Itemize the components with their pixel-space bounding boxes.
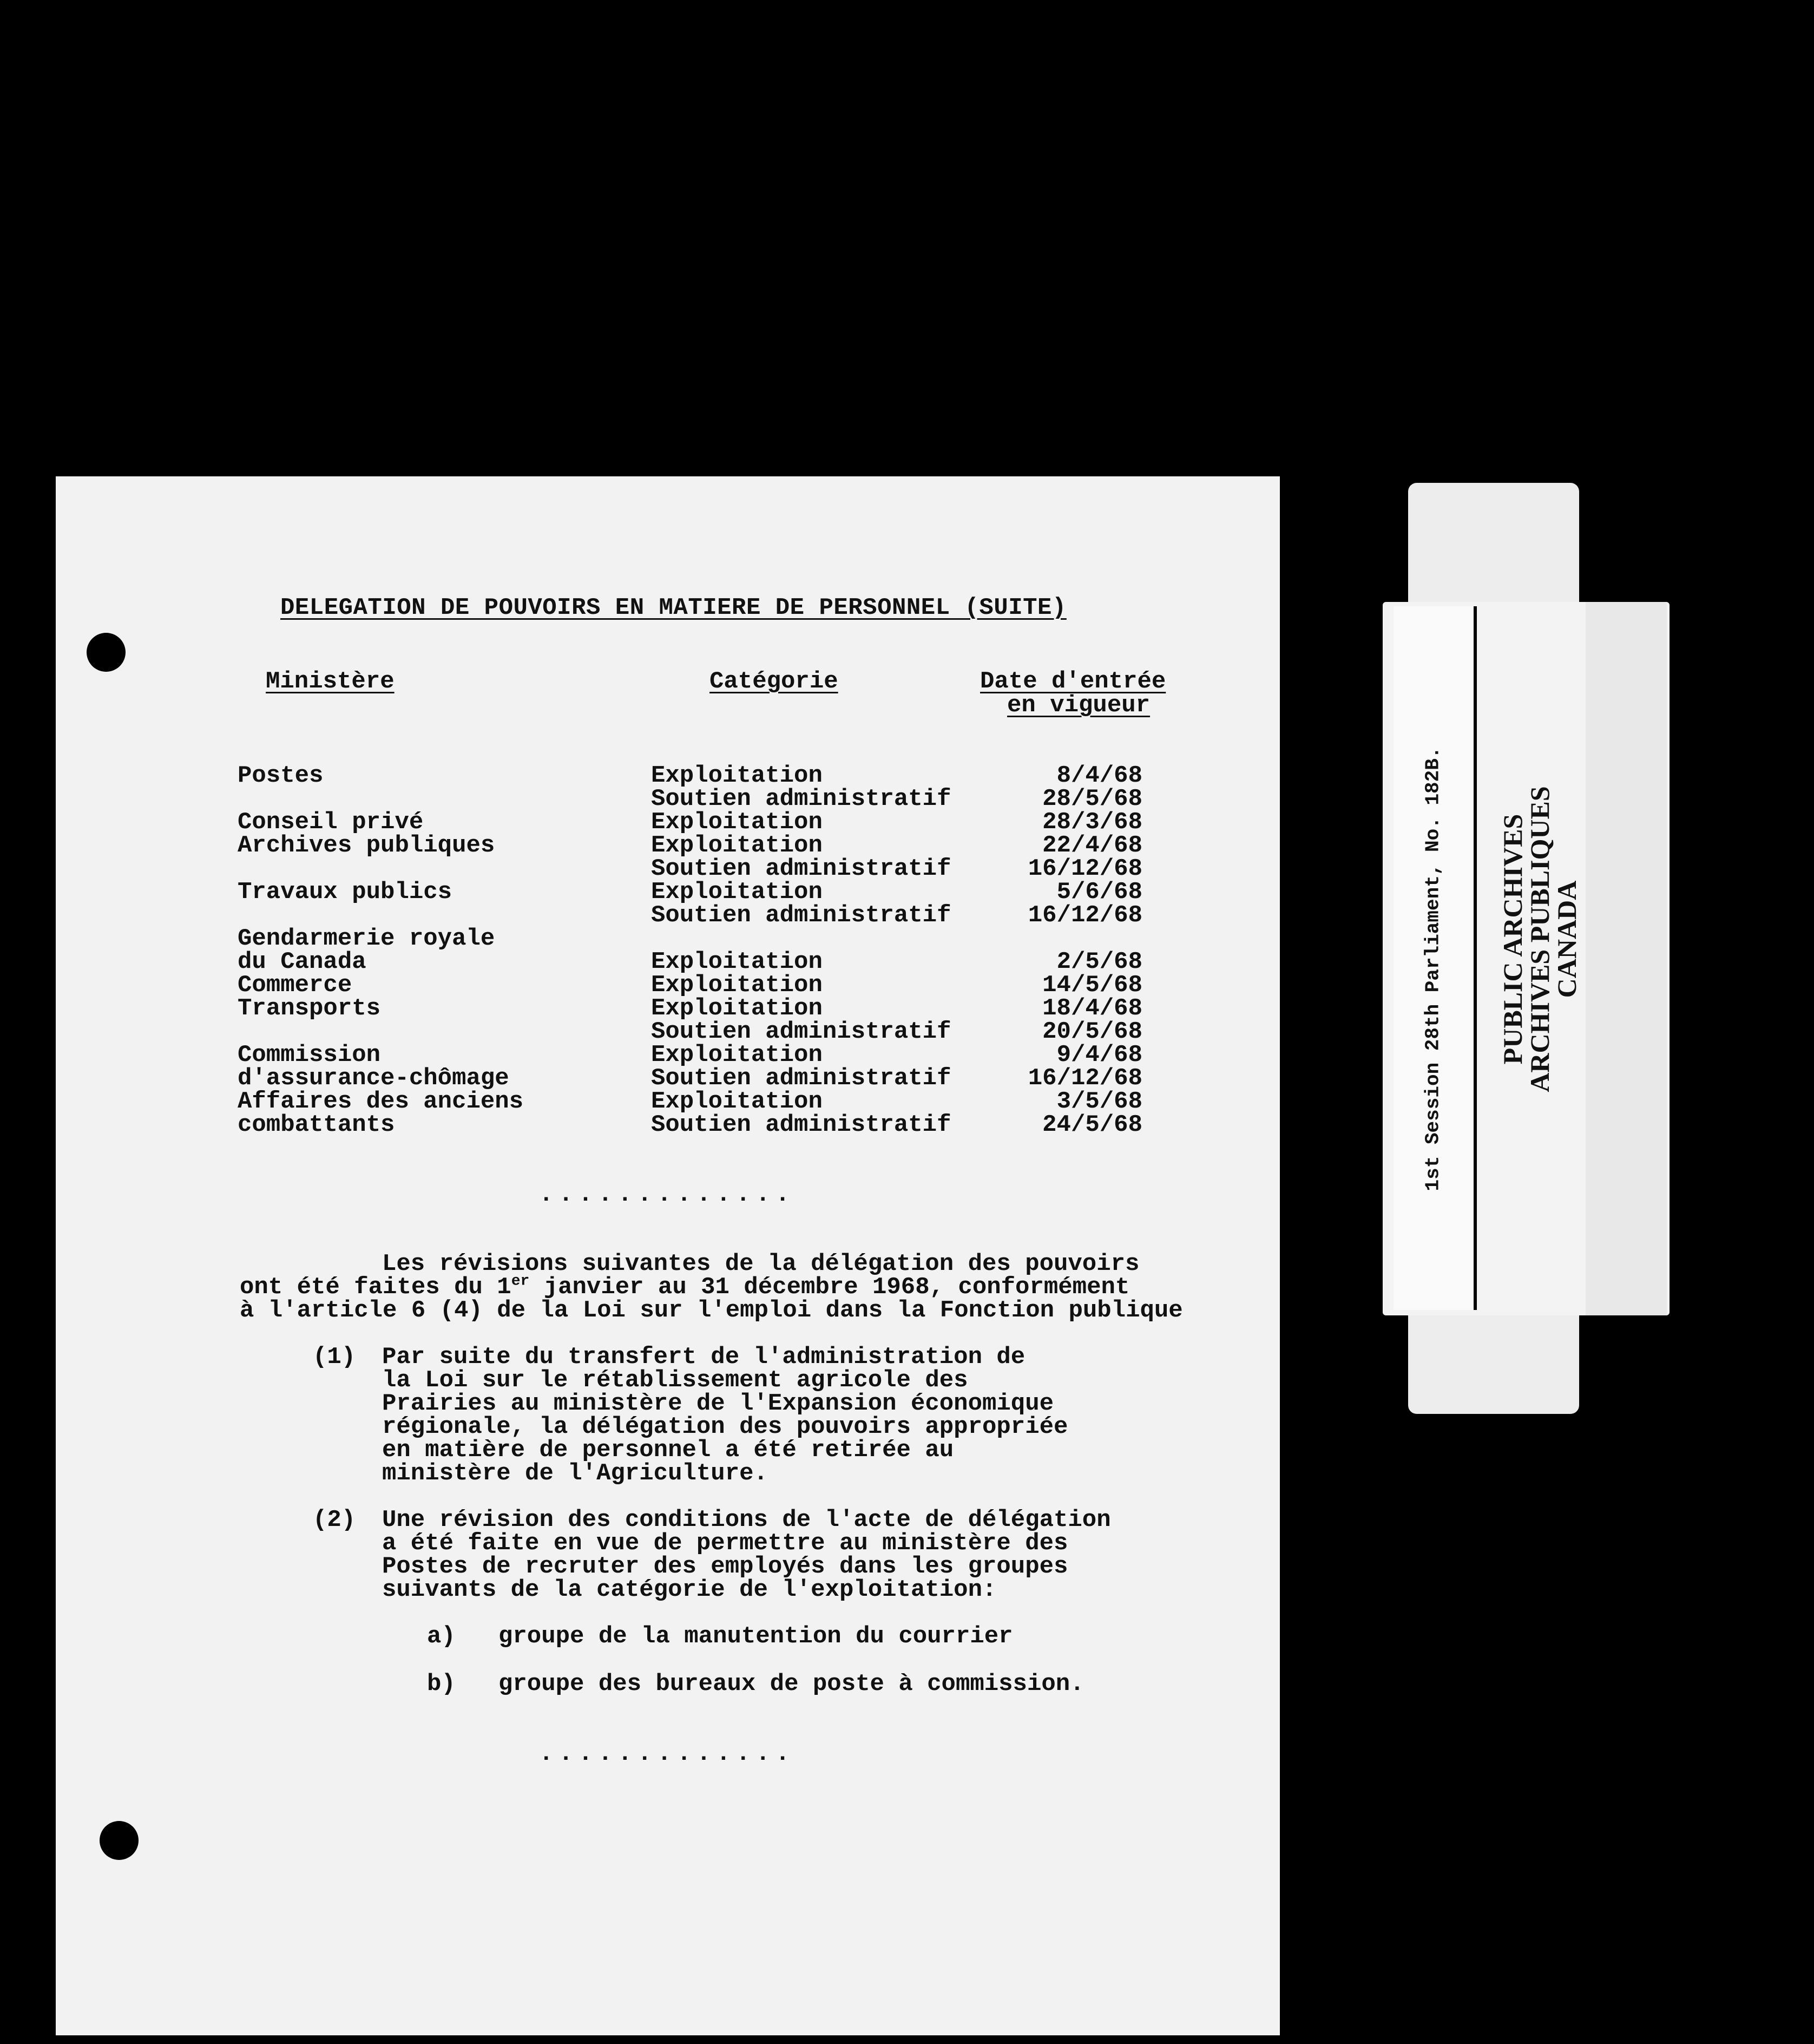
archive-label-edge <box>1586 602 1667 1315</box>
item-text-line: Par suite du transfert de l'administration de <box>382 1344 1026 1371</box>
item-text-line: a été faite en vue de permettre au ministère des <box>382 1530 1068 1557</box>
table-cell-categorie: Exploitation <box>651 832 823 859</box>
table-cell-categorie: Soutien administratif <box>651 1111 951 1138</box>
table-cell-ministere: du Canada <box>238 948 366 975</box>
document-title: DELEGATION DE POUVOIRS EN MATIERE DE PERSONNEL (SUITE) <box>280 594 1067 621</box>
table-cell-date: 28/5/68 <box>1042 785 1142 813</box>
table-cell-categorie: Exploitation <box>651 762 823 789</box>
header-categorie: Catégorie <box>709 668 838 695</box>
item-text-line: la Loi sur le rétablissement agricole des <box>382 1367 968 1394</box>
subitem-letter: b) <box>427 1670 456 1698</box>
header-ministere: Ministère <box>266 668 395 695</box>
table-cell-categorie: Exploitation <box>651 879 823 906</box>
table-cell-date: 28/3/68 <box>1042 809 1142 836</box>
document-page <box>56 476 1280 2035</box>
table-cell-categorie: Exploitation <box>651 809 823 836</box>
table-cell-date: 20/5/68 <box>1042 1018 1142 1045</box>
table-cell-date: 16/12/68 <box>1028 855 1142 882</box>
punch-hole-top <box>87 633 126 672</box>
table-cell-categorie: Soutien administratif <box>651 1018 951 1045</box>
table-cell-date: 2/5/68 <box>1056 948 1142 975</box>
table-cell-ministere: d'assurance-chômage <box>238 1065 509 1092</box>
subitem-text: groupe de la manutention du courrier <box>498 1623 1013 1650</box>
table-cell-categorie: Soutien administratif <box>651 1065 951 1092</box>
table-cell-date: 16/12/68 <box>1028 1065 1142 1092</box>
table-cell-categorie: Exploitation <box>651 995 823 1022</box>
header-date-line1: Date d'entrée <box>980 668 1166 695</box>
table-cell-date: 16/12/68 <box>1028 902 1142 929</box>
separator-dots-2: ............. <box>539 1740 796 1767</box>
table-cell-ministere: Archives publiques <box>238 832 495 859</box>
table-cell-ministere: Gendarmerie royale <box>238 925 495 952</box>
item-text-line: suivants de la catégorie de l'exploitation: <box>382 1576 997 1603</box>
table-cell-date: 14/5/68 <box>1042 972 1142 999</box>
item-text-line: Une révision des conditions de l'acte de délégation <box>382 1506 1111 1534</box>
table-cell-date: 9/4/68 <box>1056 1041 1142 1069</box>
table-cell-date: 3/5/68 <box>1056 1088 1142 1115</box>
intro-line-2-end: janvier au 31 décembre 1968, conformément <box>529 1274 1130 1301</box>
table-cell-ministere: Commerce <box>238 972 352 999</box>
subitem-letter: a) <box>427 1623 456 1650</box>
table-cell-ministere: Commission <box>238 1041 381 1069</box>
item-text-line: régionale, la délégation des pouvoirs appropriée <box>382 1413 1068 1440</box>
table-cell-date: 22/4/68 <box>1042 832 1142 859</box>
intro-superscript: er <box>511 1273 530 1290</box>
table-cell-categorie: Exploitation <box>651 948 823 975</box>
table-cell-categorie: Exploitation <box>651 972 823 999</box>
intro-line-3: à l'article 6 (4) de la Loi sur l'emploi dans la Fonction publique <box>240 1297 1183 1324</box>
item-text-line: Prairies au ministère de l'Expansion économique <box>382 1390 1054 1417</box>
table-cell-categorie: Exploitation <box>651 1088 823 1115</box>
separator-dots-1: ............. <box>539 1181 796 1208</box>
table-cell-date: 18/4/68 <box>1042 995 1142 1022</box>
archive-stamp-line-3: CANADA <box>1552 880 1582 998</box>
table-cell-ministere: Travaux publics <box>238 879 452 906</box>
item-text-line: ministère de l'Agriculture. <box>382 1460 768 1487</box>
item-number: (1) <box>313 1344 356 1371</box>
table-cell-categorie: Soutien administratif <box>651 902 951 929</box>
table-cell-categorie: Soutien administratif <box>651 855 951 882</box>
subitem-text: groupe des bureaux de poste à commission. <box>498 1670 1085 1698</box>
item-number: (2) <box>313 1506 356 1534</box>
header-date-line2: en vigueur <box>1007 692 1151 719</box>
archive-stamp <box>1499 786 1580 1092</box>
archive-stamp-line-1: PUBLIC ARCHIVES <box>1497 814 1528 1065</box>
item-text-line: Postes de recruter des employés dans les groupes <box>382 1553 1068 1580</box>
table-cell-categorie: Soutien administratif <box>651 785 951 813</box>
table-cell-ministere: combattants <box>238 1111 395 1138</box>
table-cell-date: 24/5/68 <box>1042 1111 1142 1138</box>
item-text-line: en matière de personnel a été retirée au <box>382 1437 954 1464</box>
table-cell-ministere: Postes <box>238 762 324 789</box>
archive-session-label: 1st Session 28th Parliament, No. 182B. <box>1422 746 1444 1191</box>
table-cell-ministere: Transports <box>238 995 381 1022</box>
table-cell-categorie: Exploitation <box>651 1041 823 1069</box>
punch-hole-bottom <box>100 1821 139 1860</box>
table-cell-ministere: Affaires des anciens <box>238 1088 524 1115</box>
table-cell-date: 5/6/68 <box>1056 879 1142 906</box>
table-cell-date: 8/4/68 <box>1056 762 1142 789</box>
table-cell-ministere: Conseil privé <box>238 809 424 836</box>
intro-line-1: Les révisions suivantes de la délégation des pouvoirs <box>382 1250 1140 1277</box>
archive-stamp-line-2: ARCHIVES PUBLIQUES <box>1524 786 1555 1092</box>
intro-line-2-start: ont été faites du 1 <box>240 1274 511 1301</box>
